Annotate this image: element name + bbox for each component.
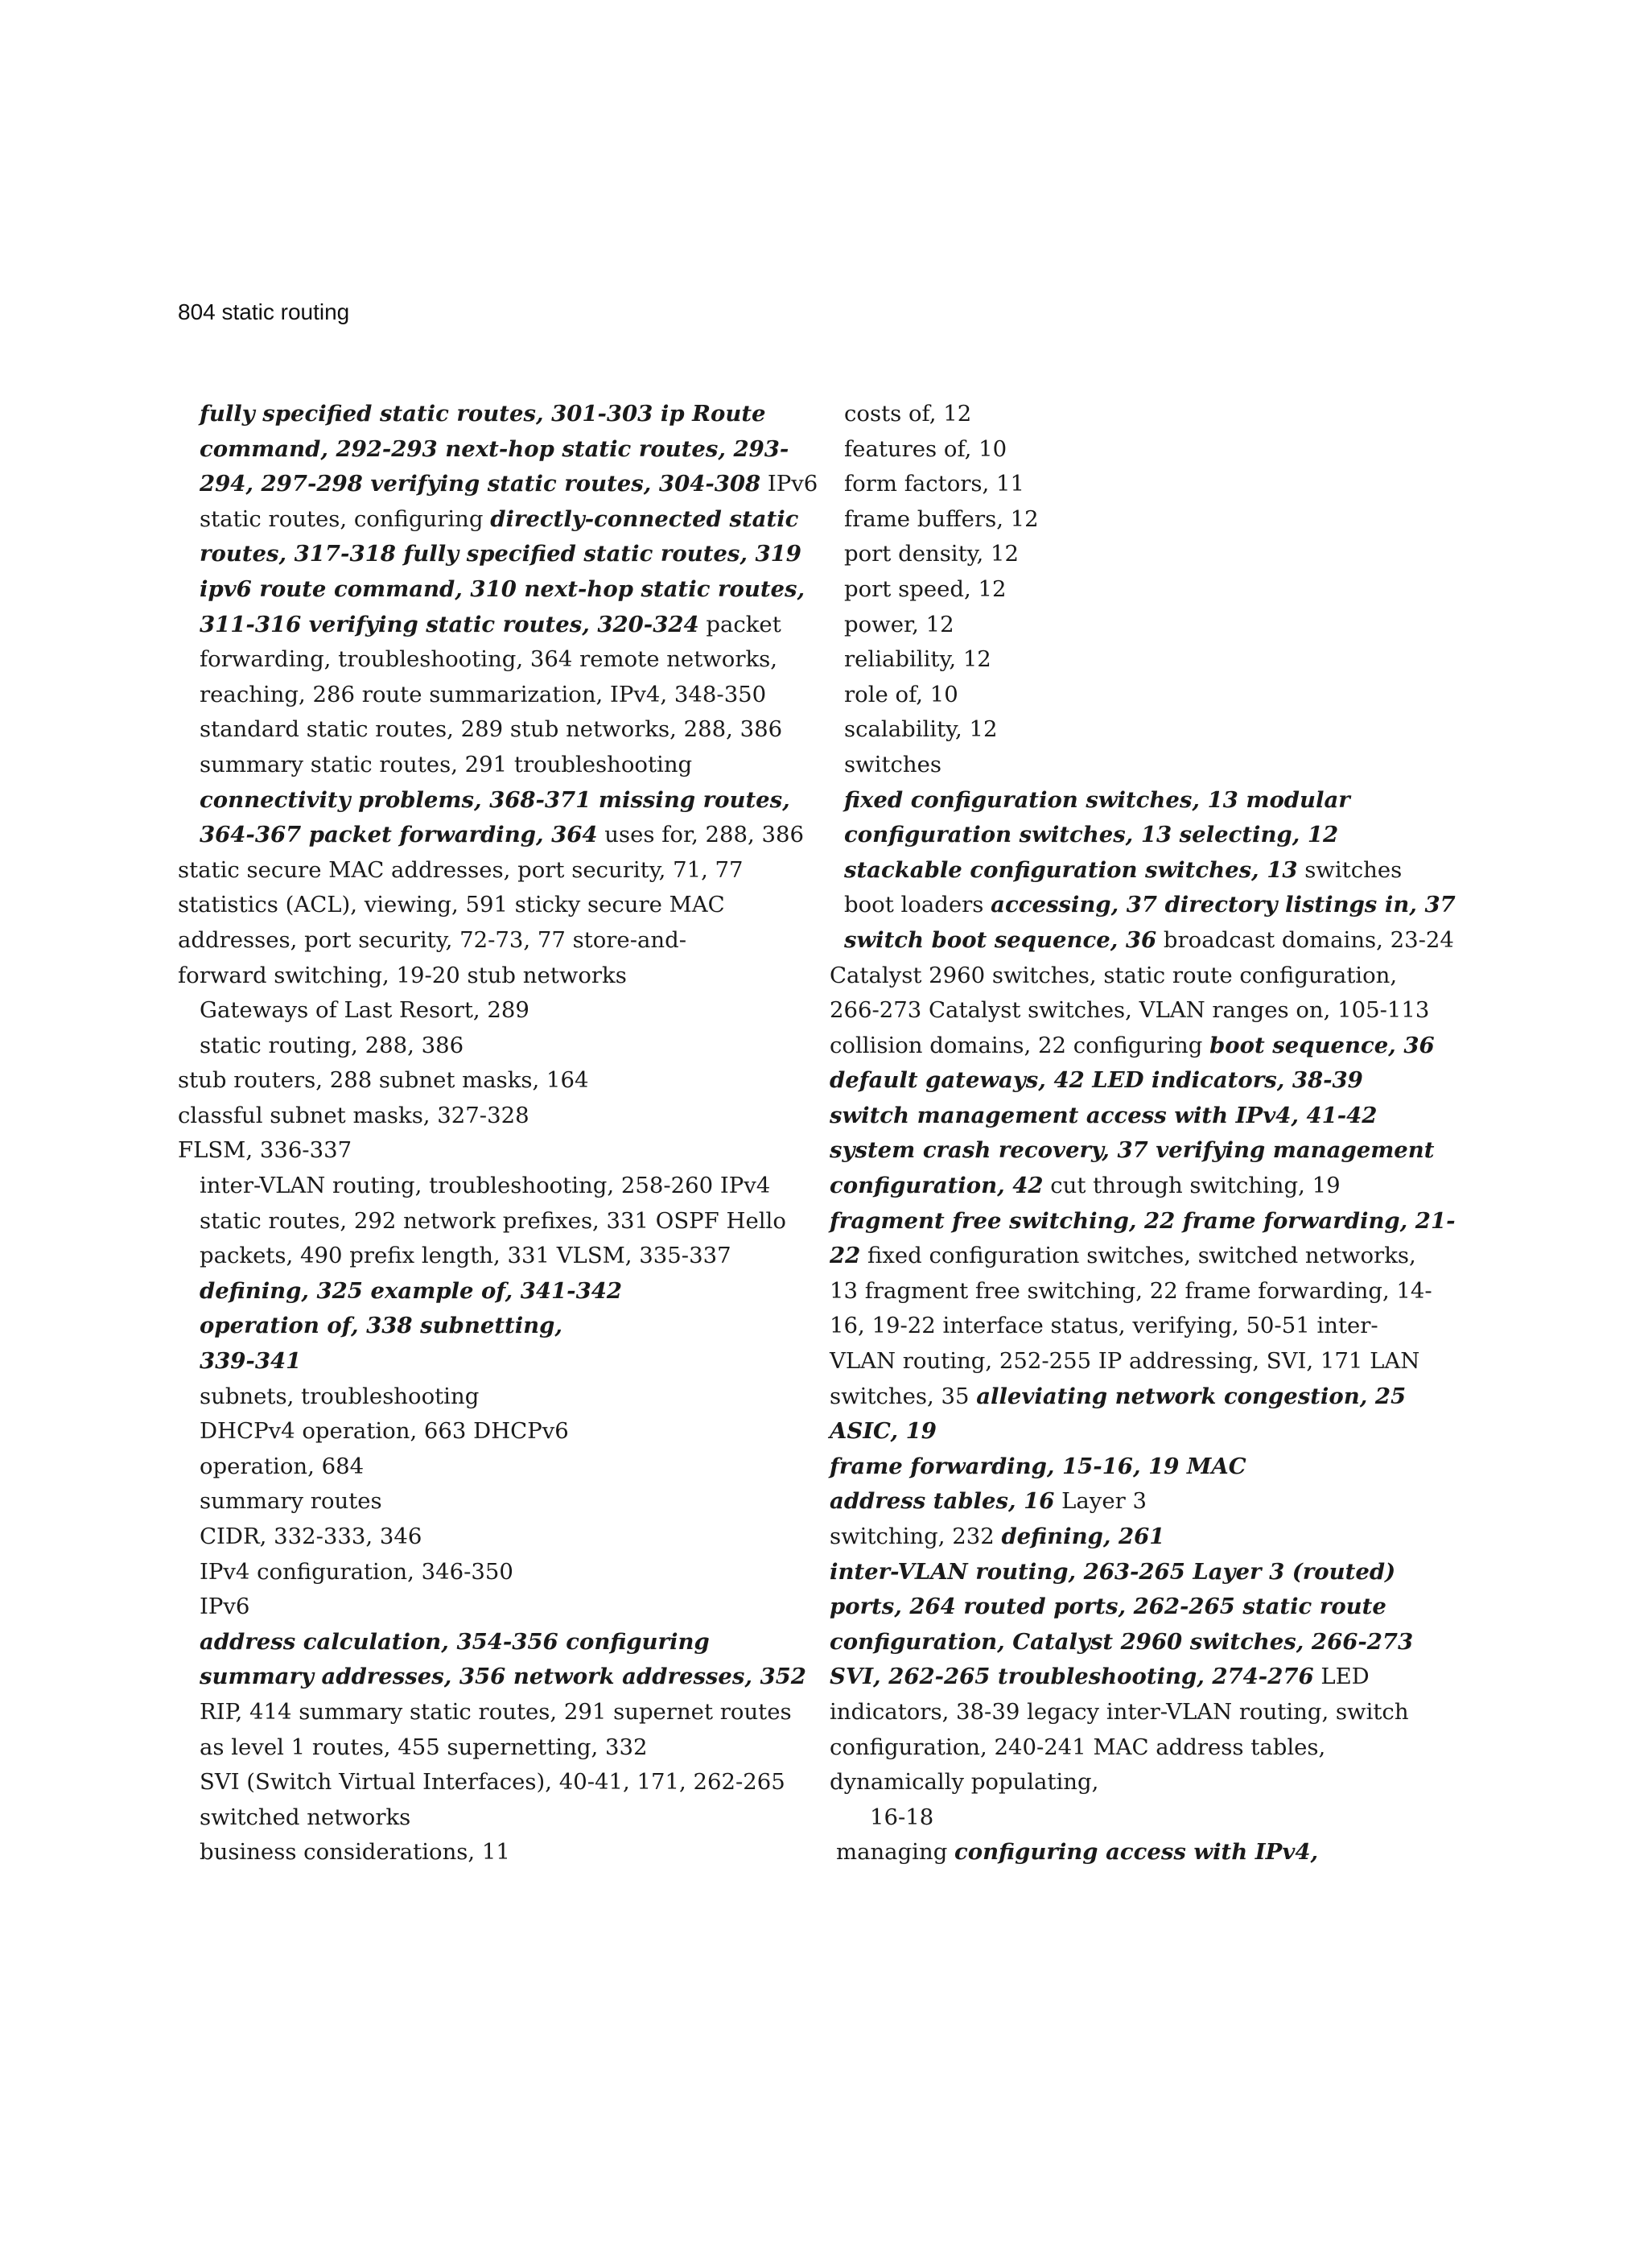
index-line [830,642,1457,678]
index-line [178,748,789,783]
index-entry-text: packet [698,611,781,637]
index-line [830,1695,1457,1730]
index-entry-text: static routes, 292 network prefixes, 331 OSPF Hello [200,1207,786,1234]
index-entry-text: uses for, 288, 386 [597,822,805,848]
index-line [830,993,1457,1029]
index-line [830,432,1457,468]
index-entry-text: summary routes [200,1488,382,1515]
index-entry-text: indicators, 38-39 legacy inter-VLAN routing, switch [830,1698,1409,1725]
index-entry-text: Layer 3 [1054,1488,1147,1515]
index-line [830,1344,1457,1379]
index-line [178,1835,789,1870]
index-line [830,1484,1457,1520]
index-entry-emphasis: default gateways, 42 LED indicators, 38-39 [830,1067,1363,1094]
index-line [830,853,1457,889]
index-line [830,1835,1457,1870]
index-line [830,1169,1457,1204]
index-entry-text: frame buffers, 12 [844,505,1039,532]
index-entry-text: switches [1297,856,1403,883]
index-line [178,1099,789,1134]
index-entry-emphasis: 364-367 packet forwarding, 364 [200,822,598,848]
index-entry-emphasis: inter-VLAN routing, 263-265 Layer 3 (routed) [830,1558,1396,1585]
index-entry-text: operation, 684 [200,1453,365,1479]
index-entry-emphasis: routes, 317-318 fully specified static routes, 319 [200,541,801,567]
index-entry-emphasis: defining, 325 example of, 341-342 [200,1277,622,1304]
index-entry-text: switches, 35 [830,1383,977,1409]
index-line [178,1274,789,1309]
index-entry-text: costs of, 12 [844,401,972,427]
index-entry-text: broadcast domains, 23-24 [1156,926,1454,953]
index-entry-text: IPv6 [760,471,818,497]
index-entry-emphasis: connectivity problems, 368-371 missing routes, [200,786,790,813]
index-entry-emphasis: defining, 261 [1001,1524,1165,1549]
index-entry-emphasis: 22 [830,1243,861,1269]
index-line [830,1309,1457,1344]
index-line [830,502,1457,538]
index-line [830,1414,1457,1449]
index-line [830,1063,1457,1099]
index-line [830,397,1457,432]
index-entry-text: IPv4 configuration, 346-350 [200,1558,513,1585]
index-entry-text: scalability, 12 [844,716,998,743]
index-entry-text: reaching, 286 route summarization, IPv4, 348-350 [200,681,767,707]
index-entry-text: SVI (Switch Virtual Interfaces), 40-41, 171, 262-265 [200,1769,785,1796]
index-entry-emphasis: boot sequence, 36 [1209,1032,1435,1058]
index-entry-emphasis: stackable configuration switches, 13 [844,856,1298,883]
index-line [178,1379,789,1415]
index-entry-text: LED [1313,1664,1370,1690]
index-entry-emphasis: address tables, 16 [830,1488,1055,1515]
index-entry-text: reliability, 12 [844,646,991,673]
index-entry-emphasis: switch management access with IPv4, 41-42 [830,1102,1378,1128]
index-entry-text: 13 fragment free switching, 22 frame forwarding, 14- [830,1277,1432,1304]
index-entry-emphasis: directly-connected static [490,505,799,532]
index-entry-text: switches [844,751,941,777]
index-entry-emphasis: command, 292-293 next-hop static routes, 293- [200,435,789,462]
index-line [830,1133,1457,1169]
index-line [178,993,789,1029]
index-line [830,923,1457,959]
index-line [178,1660,806,1695]
index-line [830,1520,1457,1555]
index-entry-text: static secure MAC addresses, port security, 71, 77 [178,856,744,883]
index-entry-emphasis: alleviating network congestion, 25 [976,1383,1407,1409]
index-line [830,467,1457,502]
index-entry-text: subnets, troubleshooting [200,1383,480,1409]
index-line [830,1239,1457,1274]
index-entry-text: boot loaders [844,892,991,918]
index-line [178,608,789,643]
index-line [178,888,789,923]
index-line [830,1590,1457,1625]
index-entry-emphasis: ASIC, 19 [830,1418,937,1445]
index-entry-text: power, 12 [844,611,954,637]
index-entry-text: switching, 232 [830,1524,1002,1549]
index-line [178,818,805,853]
index-line [830,1029,1457,1064]
index-entry-text: collision domains, 22 configuring [830,1032,1210,1058]
index-entry-text: FLSM, 336-337 [178,1137,352,1164]
index-entry-text: Gateways of Last Resort, 289 [200,997,529,1024]
index-entry-text: 16-18 [870,1804,934,1830]
index-line [830,712,1457,748]
index-entry-text: dynamically populating, [830,1769,1099,1796]
index-line [178,537,801,572]
index-entry-text: forward switching, 19-20 stub networks [178,962,627,988]
index-entry-text: static routes, configuring [200,505,491,532]
index-entry-text: DHCPv4 operation, 663 DHCPv6 [200,1418,569,1445]
index-entry-text: addresses, port security, 72-73, 77 store-and- [178,926,687,953]
index-column-left [178,397,818,1870]
index-line [178,397,789,432]
index-line [830,818,1457,853]
index-line [178,1309,789,1344]
index-entry-emphasis: address calculation, 354-356 configuring [200,1628,710,1655]
index-entry-emphasis: ipv6 route command, 310 next-hop static routes, [200,575,805,602]
index-entry-emphasis: fragment free switching, 22 frame forwarding, 21- [830,1207,1456,1234]
index-line [178,923,789,959]
index-entry-text: RIP, 414 summary static routes, 291 supernet routes [200,1698,792,1725]
index-line [178,1730,789,1766]
index-entry-text: cut through switching, 19 [1043,1173,1341,1199]
index-entry-emphasis: configuring access with IPv4, [954,1839,1319,1866]
index-line [830,1765,1457,1800]
index-line [830,1660,1457,1695]
index-entry-text: business considerations, 11 [200,1839,510,1866]
index-entry-text: statistics (ACL), viewing, 591 sticky secure MAC [178,892,725,918]
index-entry-emphasis: 294, 297-298 verifying static routes, 304-308 [200,471,761,497]
index-entry-text: 16, 19-22 interface status, verifying, 50-51 inter- [830,1313,1378,1339]
index-line [178,1800,789,1836]
index-line [178,783,789,819]
index-line [178,1449,789,1485]
index-line [830,608,1457,643]
index-entry-text: CIDR, 332-333, 346 [200,1524,422,1549]
index-entry-text: as level 1 routes, 455 supernetting, 332 [200,1734,648,1760]
index-line [830,1099,1457,1134]
index-line [178,959,789,994]
index-entry-text: role of, 10 [844,681,958,707]
index-line [830,1379,1457,1415]
index-line [178,1344,789,1379]
index-entry-emphasis: switch boot sequence, 36 [844,926,1157,953]
index-line [830,1204,1457,1239]
index-line [178,1204,789,1239]
index-entry-emphasis: configuration, 42 [830,1173,1044,1199]
index-line [178,1484,789,1520]
index-line [178,572,805,608]
index-line [178,678,789,713]
index-line [830,537,1457,572]
index-line [178,467,818,502]
index-entry-emphasis: accessing, 37 directory listings in, 37 [991,892,1456,918]
index-entry-text: Catalyst 2960 switches, static route configuration, [830,962,1398,988]
index-line [830,572,1457,608]
index-line [830,1449,1457,1485]
index-entry-emphasis: summary addresses, 356 network addresses, 352 [200,1664,806,1690]
index-entry-text: standard static routes, 289 stub networks, 288, 386 [200,716,783,743]
index-line [178,1029,789,1064]
index-line [830,1274,1457,1309]
index-entry-text: static routing, 288, 386 [200,1032,464,1058]
index-line [830,783,1457,819]
index-line [830,678,1457,713]
index-line [830,1625,1457,1660]
index-entry-text: fixed configuration switches, switched networks, [860,1243,1416,1269]
index-entry-text: summary static routes, 291 troubleshooting [200,751,693,777]
index-line [178,1520,789,1555]
index-entry-emphasis: fixed configuration switches, 13 modular [844,786,1350,813]
index-entry-emphasis: configuration switches, 13 selecting, 12 [844,822,1339,848]
index-entry-text: stub routers, 288 subnet masks, 164 [178,1067,589,1094]
index-entry-text: VLAN routing, 252-255 IP addressing, SVI, 171 LAN [830,1348,1420,1375]
index-line [830,1555,1457,1590]
index-line [830,959,1457,994]
index-entry-emphasis: 339-341 [200,1348,302,1375]
index-line [830,1730,1457,1766]
index-line [178,1414,789,1449]
index-line [830,888,1457,923]
index-entry-emphasis: 311-316 verifying static routes, 320-324 [200,611,699,637]
index-entry-text: form factors, 11 [844,471,1025,497]
index-entry-text: port density, 12 [844,541,1020,567]
index-entry-emphasis: operation of, 338 subnetting, [200,1313,562,1339]
index-line [178,1695,792,1730]
index-entry-text: configuration, 240-241 MAC address tables, [830,1734,1326,1760]
index-entry-text: packets, 490 prefix length, 331 VLSM, 335-337 [200,1243,731,1269]
index-line [178,1133,789,1169]
index-line [178,712,789,748]
index-entry-emphasis: system crash recovery, 37 verifying management [830,1137,1435,1164]
index-entry-emphasis: frame forwarding, 15-16, 19 MAC [830,1453,1246,1479]
index-entry-text: inter-VLAN routing, troubleshooting, 258-260 IPv4 [200,1173,771,1199]
index-entry-emphasis: SVI, 262-265 troubleshooting, 274-276 [830,1664,1314,1690]
index-line [178,1555,789,1590]
index-line [178,1169,789,1204]
index-entry-text: classful subnet masks, 327-328 [178,1102,529,1128]
running-head: 804 static routing [178,299,350,324]
index-column-right [830,397,1457,1870]
index-entry-emphasis: ports, 264 routed ports, 262-265 static route [830,1594,1386,1620]
index-entry-text: forwarding, troubleshooting, 364 remote networks, [200,646,778,673]
index-line [178,642,789,678]
index-entry-text: port speed, 12 [844,575,1007,602]
index-entry-emphasis: fully specified static routes, 301-303 ip Route [200,401,766,427]
index-entry-text: managing [836,1839,955,1866]
index-entry-emphasis: configuration, Catalyst 2960 switches, 266-273 [830,1628,1414,1655]
index-line [178,1765,789,1800]
index-line [178,853,789,889]
index-line [178,1239,789,1274]
index-line [830,748,1457,783]
index-line [178,502,799,538]
index-entry-text: features of, 10 [844,435,1007,462]
index-line [830,1800,1457,1836]
index-line [178,1625,789,1660]
index-entry-text: IPv6 [200,1594,250,1620]
index-entry-text: switched networks [200,1804,411,1830]
index-line [178,432,789,468]
index-entry-text: 266-273 Catalyst switches, VLAN ranges on, 105-113 [830,997,1430,1024]
index-line [178,1063,789,1099]
index-line [178,1590,789,1625]
